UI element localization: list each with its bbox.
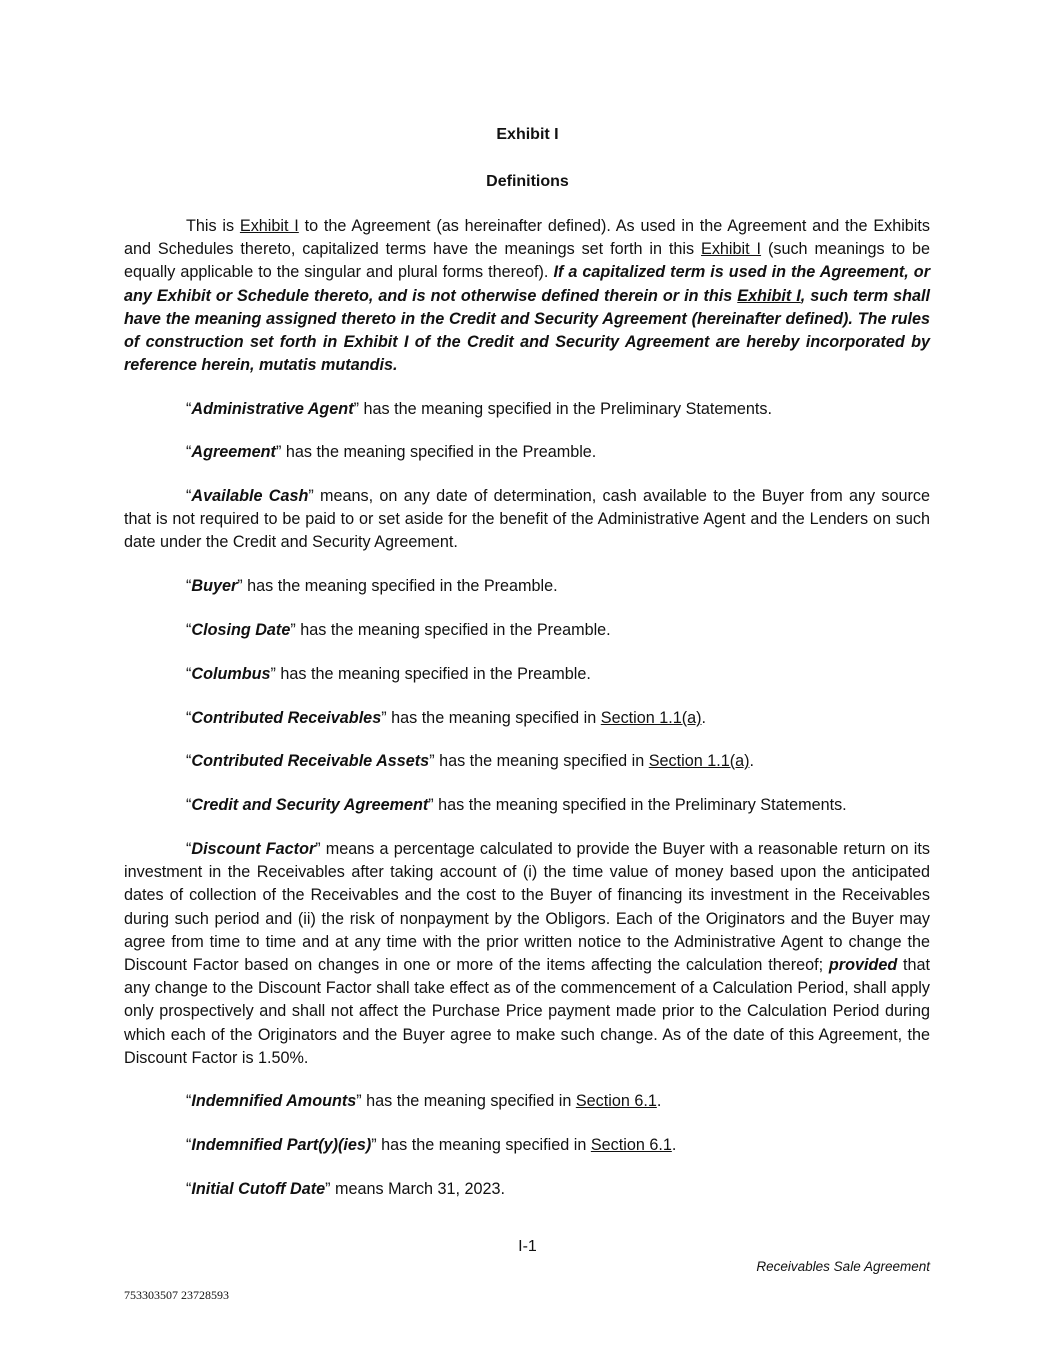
definition-text: has the meaning specified in (434, 752, 649, 770)
quote-mark: “ (186, 487, 192, 505)
quote-mark: “ (186, 443, 192, 461)
quote-mark: ” (428, 796, 434, 814)
defined-term: Contributed Receivables (191, 709, 382, 727)
quote-mark: ” (237, 577, 243, 595)
section-reference: Section 1.1(a) (648, 752, 750, 770)
intro-bold-text: , such term shall have the meaning assigned thereto in the Credit and Security Agreement (hereinafter defined). The rules of construction set forth in Exhibit I of the Credit and Security Agreement are hereby incorporated by reference herein, mutatis mutandis. (124, 286, 930, 375)
quote-mark: ” (308, 487, 314, 505)
section-reference: Section 6.1 (590, 1136, 672, 1154)
quote-mark: “ (186, 665, 192, 683)
definition-agreement (124, 441, 930, 464)
defined-term: Columbus (191, 665, 271, 683)
definition-initial-cutoff-date (124, 1178, 930, 1201)
quote-mark: “ (186, 709, 192, 727)
definition-text: has the meaning specified in the Preliminary Statements. (433, 796, 847, 814)
defined-term: Initial Cutoff Date (191, 1180, 326, 1198)
definition-text: has the meaning specified in the Preamble. (281, 443, 597, 461)
definition-closing-date (124, 619, 930, 642)
defined-term: Buyer (191, 577, 238, 595)
intro-text: (such meanings to be equally applicable to the singular and plural forms thereof). (124, 240, 930, 282)
definition-discount-factor (124, 838, 930, 1070)
quote-mark: ” (429, 752, 435, 770)
definitions-heading: Definitions (486, 173, 569, 190)
definition-text: has the meaning specified in (386, 709, 601, 727)
exhibit-title: Exhibit I (496, 126, 559, 143)
quote-mark: ” (315, 840, 321, 858)
defined-term: Administrative Agent (191, 400, 354, 418)
definition-text: . (701, 709, 707, 727)
intro-text: This is (186, 217, 240, 235)
definition-text: that any change to the Discount Factor shall take effect as of the commencement of a Calculation Period, shall apply only prospectively and shall not affect the Purchase Price payment made prior to the Calculation Period during which each of the Originators and the Buyer agree to make such change. As of the date of this Agreement, the Discount Factor is 1.50%. (124, 956, 931, 1067)
definition-indemnified-amounts (124, 1090, 930, 1113)
document-id: 753303507 23728593 (124, 1288, 229, 1302)
defined-term: Indemnified Part(y)(ies) (191, 1136, 372, 1154)
quote-mark: “ (186, 840, 192, 858)
quote-mark: ” (275, 443, 282, 461)
quote-mark: “ (186, 1092, 192, 1110)
definition-buyer (124, 575, 930, 598)
definition-indemnified-parties (124, 1134, 930, 1157)
definition-text: has the meaning specified in the Preliminary Statements. (358, 400, 772, 418)
definition-text: has the meaning specified in the Preamble. (242, 577, 558, 595)
definition-contributed-receivable-assets (124, 750, 930, 773)
intro-paragraph (124, 215, 930, 377)
quote-mark: ” (325, 1180, 331, 1198)
quote-mark: “ (186, 1136, 192, 1154)
definition-administrative-agent (124, 398, 930, 421)
quote-mark: “ (186, 400, 192, 418)
definition-contributed-receivables (124, 707, 930, 730)
defined-term: Credit and Security Agreement (191, 796, 429, 814)
quote-mark: “ (186, 577, 192, 595)
exhibit-reference: Exhibit I (239, 217, 299, 235)
section-reference: Section 1.1(a) (600, 709, 702, 727)
quote-mark: ” (353, 400, 359, 418)
quote-mark: ” (356, 1092, 362, 1110)
definition-columbus (124, 663, 930, 686)
definition-text: means March 31, 2023. (330, 1180, 506, 1198)
quote-mark: ” (290, 621, 296, 639)
intro-text: to the Agreement (as hereinafter defined). As used in the Agreement and the Exhibits and Schedules thereto, capitalized terms have the meanings set forth in this (124, 217, 930, 259)
page-number: I-1 (518, 1238, 537, 1255)
defined-term: Contributed Receivable Assets (191, 752, 430, 770)
definition-text: has the meaning specified in the Preamble. (295, 621, 611, 639)
quote-mark: ” (270, 665, 276, 683)
definition-text: . (656, 1092, 662, 1110)
quote-mark: “ (186, 752, 192, 770)
document-title-footer: Receivables Sale Agreement (756, 1259, 930, 1274)
section-reference: Section 6.1 (575, 1092, 657, 1110)
definition-text: . (671, 1136, 677, 1154)
definition-text: has the meaning specified in (376, 1136, 591, 1154)
quote-mark: ” (371, 1136, 377, 1154)
exhibit-reference: Exhibit I (737, 286, 801, 305)
definition-text: means, on any date of determination, cash available to the Buyer from any source that is not required to be paid to or set aside for the benefit of the Administrative Agent and the Lenders on such date under the Credit and Security Agreement. (124, 487, 930, 552)
defined-term: Available Cash (191, 487, 309, 505)
definition-available-cash (124, 485, 930, 555)
quote-mark: “ (186, 621, 192, 639)
defined-term: Discount Factor (191, 840, 316, 858)
defined-term: Closing Date (191, 621, 291, 639)
definition-text: has the meaning specified in the Preamble. (275, 665, 591, 683)
definition-credit-and-security-agreement (124, 794, 930, 817)
defined-term: Indemnified Amounts (191, 1092, 357, 1110)
provided-emphasis: provided (828, 956, 898, 975)
quote-mark: “ (186, 1180, 192, 1198)
definition-text: . (749, 752, 755, 770)
defined-term: Agreement (191, 443, 276, 461)
quote-mark: ” (381, 709, 387, 727)
quote-mark: “ (186, 796, 192, 814)
exhibit-reference: Exhibit I (701, 240, 762, 259)
definition-text: has the meaning specified in (361, 1092, 576, 1110)
definition-text: means a percentage calculated to provide the Buyer with a reasonable return on its investment in the Receivables after taking account of (i) the time value of money based upon the anticipated dates of collection of the Receivables and the cost to the Buyer of financing its investment in the Receivables during such period and (ii) the risk of nonpayment by the Obligors. Each of the Originators and the Buyer may agree from time to time and at any time with the prior written notice to the Administrative Agent to change the Discount Factor based on changes in one or more of the items affecting the calculation thereof; (124, 840, 930, 975)
intro-bold-text: If a capitalized term is used in the Agreement, or any Exhibit or Schedule thereto, and is not otherwise defined therein or in this (124, 263, 930, 305)
